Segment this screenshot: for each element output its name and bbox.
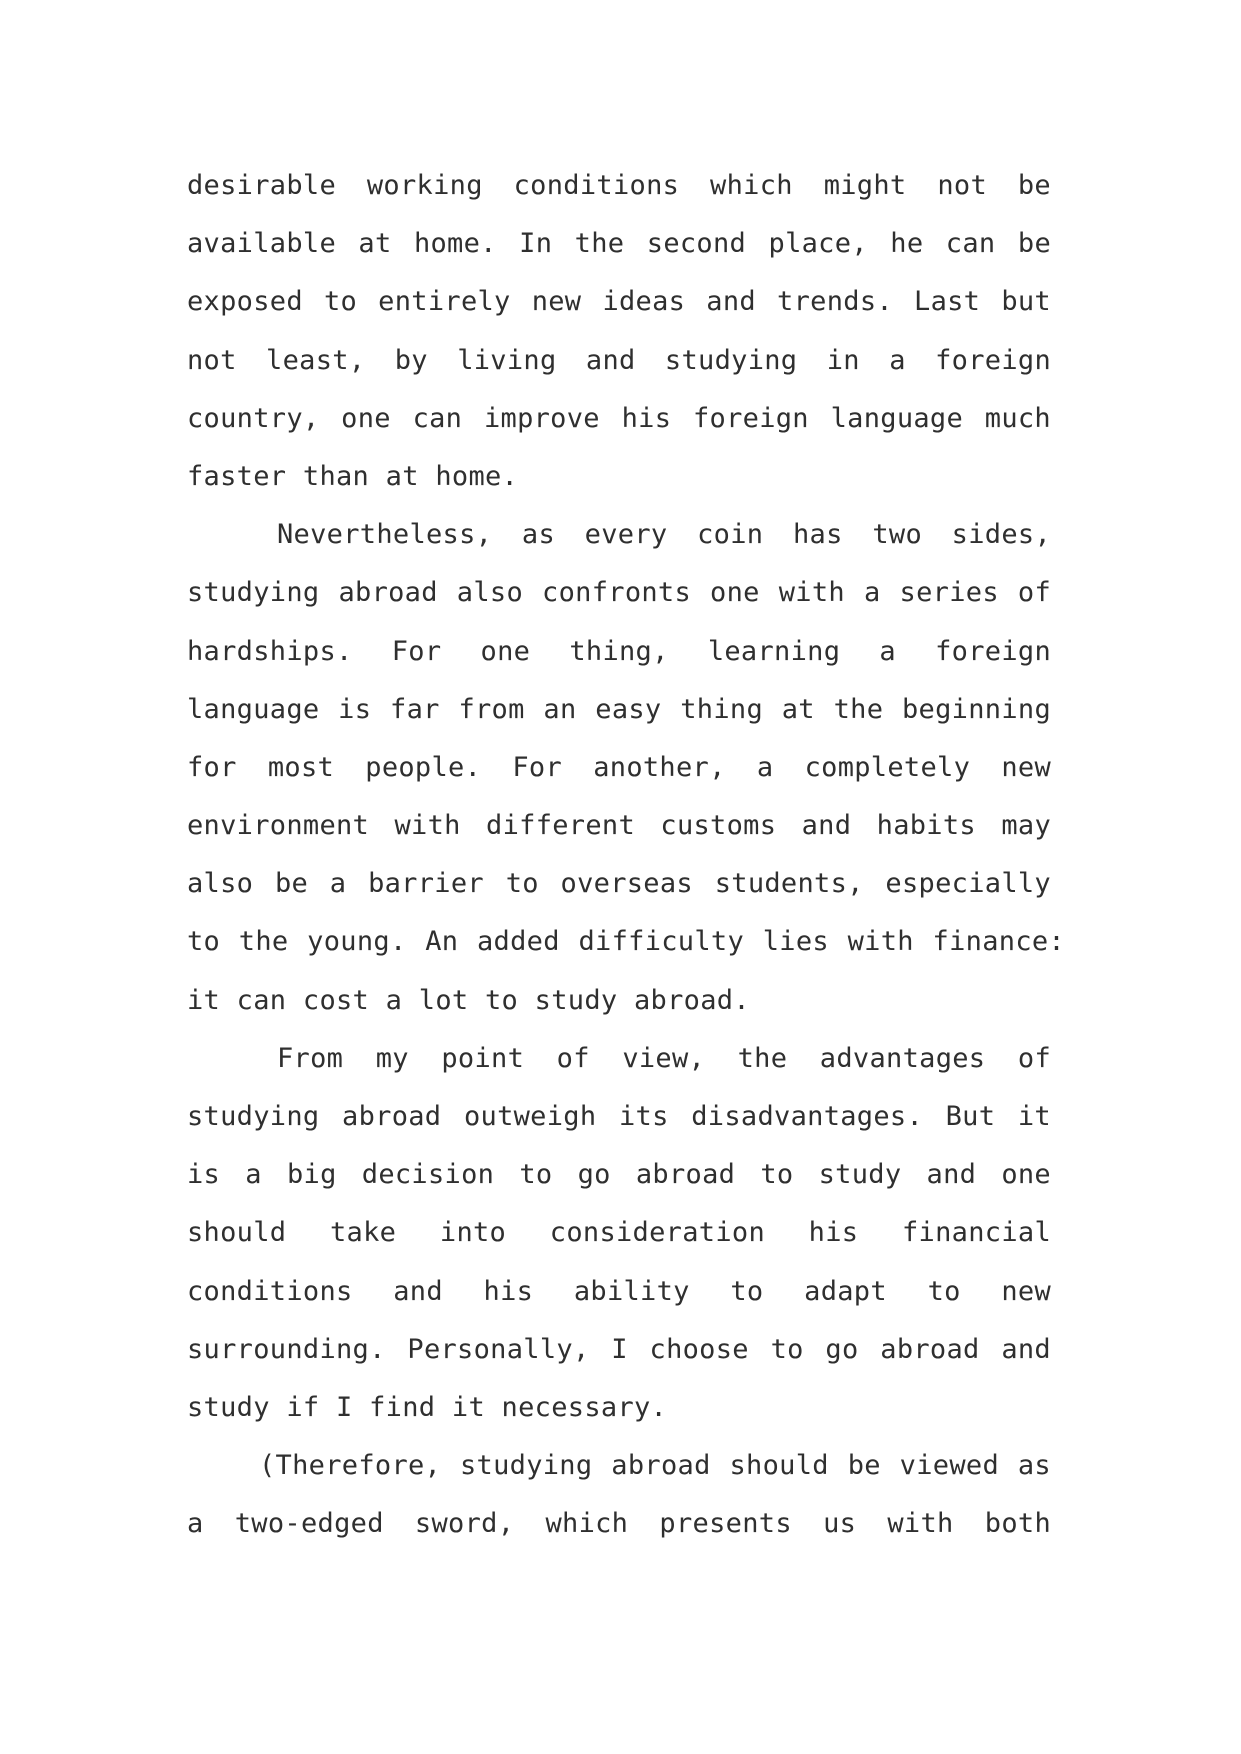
text-line: Nevertheless, as every coin has two sides,: [277, 519, 1051, 551]
paragraph-1: [187, 157, 1051, 506]
paragraph-4: [187, 1437, 1051, 1553]
text-line: hardships. For one thing, learning a foreign: [187, 635, 1051, 667]
text-line: conditions and his ability to adapt to new: [187, 1275, 1051, 1307]
body-text: [187, 157, 1065, 1554]
paragraph-3: [187, 1030, 1051, 1437]
text-line: country, one can improve his foreign language much: [187, 402, 1051, 434]
text-line: desirable working conditions which might not be: [187, 170, 1051, 201]
text-line: surrounding. Personally, I choose to go abroad and: [187, 1333, 1051, 1365]
text-line: environment with different customs and habits may: [187, 810, 1051, 842]
text-line: it can cost a lot to study abroad.: [187, 984, 750, 1016]
text-line: study if I find it necessary.: [187, 1391, 668, 1423]
text-line: studying abroad outweigh its disadvantages. But it: [187, 1101, 1051, 1132]
paragraph-2: [187, 506, 1065, 1030]
text-line: available at home. In the second place, he can be: [187, 228, 1051, 260]
text-line: should take into consideration his financial: [187, 1217, 1051, 1249]
text-line: to the young. An added difficulty lies with finance:: [187, 926, 1065, 958]
text-line: also be a barrier to overseas students, especially: [187, 868, 1051, 900]
text-line: faster than at home.: [187, 460, 519, 492]
text-line: is a big decision to go abroad to study and one: [187, 1159, 1051, 1191]
text-line: studying abroad also confronts one with a series of: [187, 577, 1051, 609]
text-line: a two-edged sword, which presents us with both: [187, 1508, 1051, 1540]
text-line: (Therefore, studying abroad should be viewed as: [259, 1450, 1051, 1482]
text-line: From my point of view, the advantages of: [277, 1042, 1051, 1074]
text-line: for most people. For another, a completely new: [187, 751, 1051, 783]
text-line: exposed to entirely new ideas and trends. Last but: [187, 286, 1051, 318]
text-line: not least, by living and studying in a foreign: [187, 344, 1051, 376]
text-line: language is far from an easy thing at the beginning: [187, 693, 1051, 725]
